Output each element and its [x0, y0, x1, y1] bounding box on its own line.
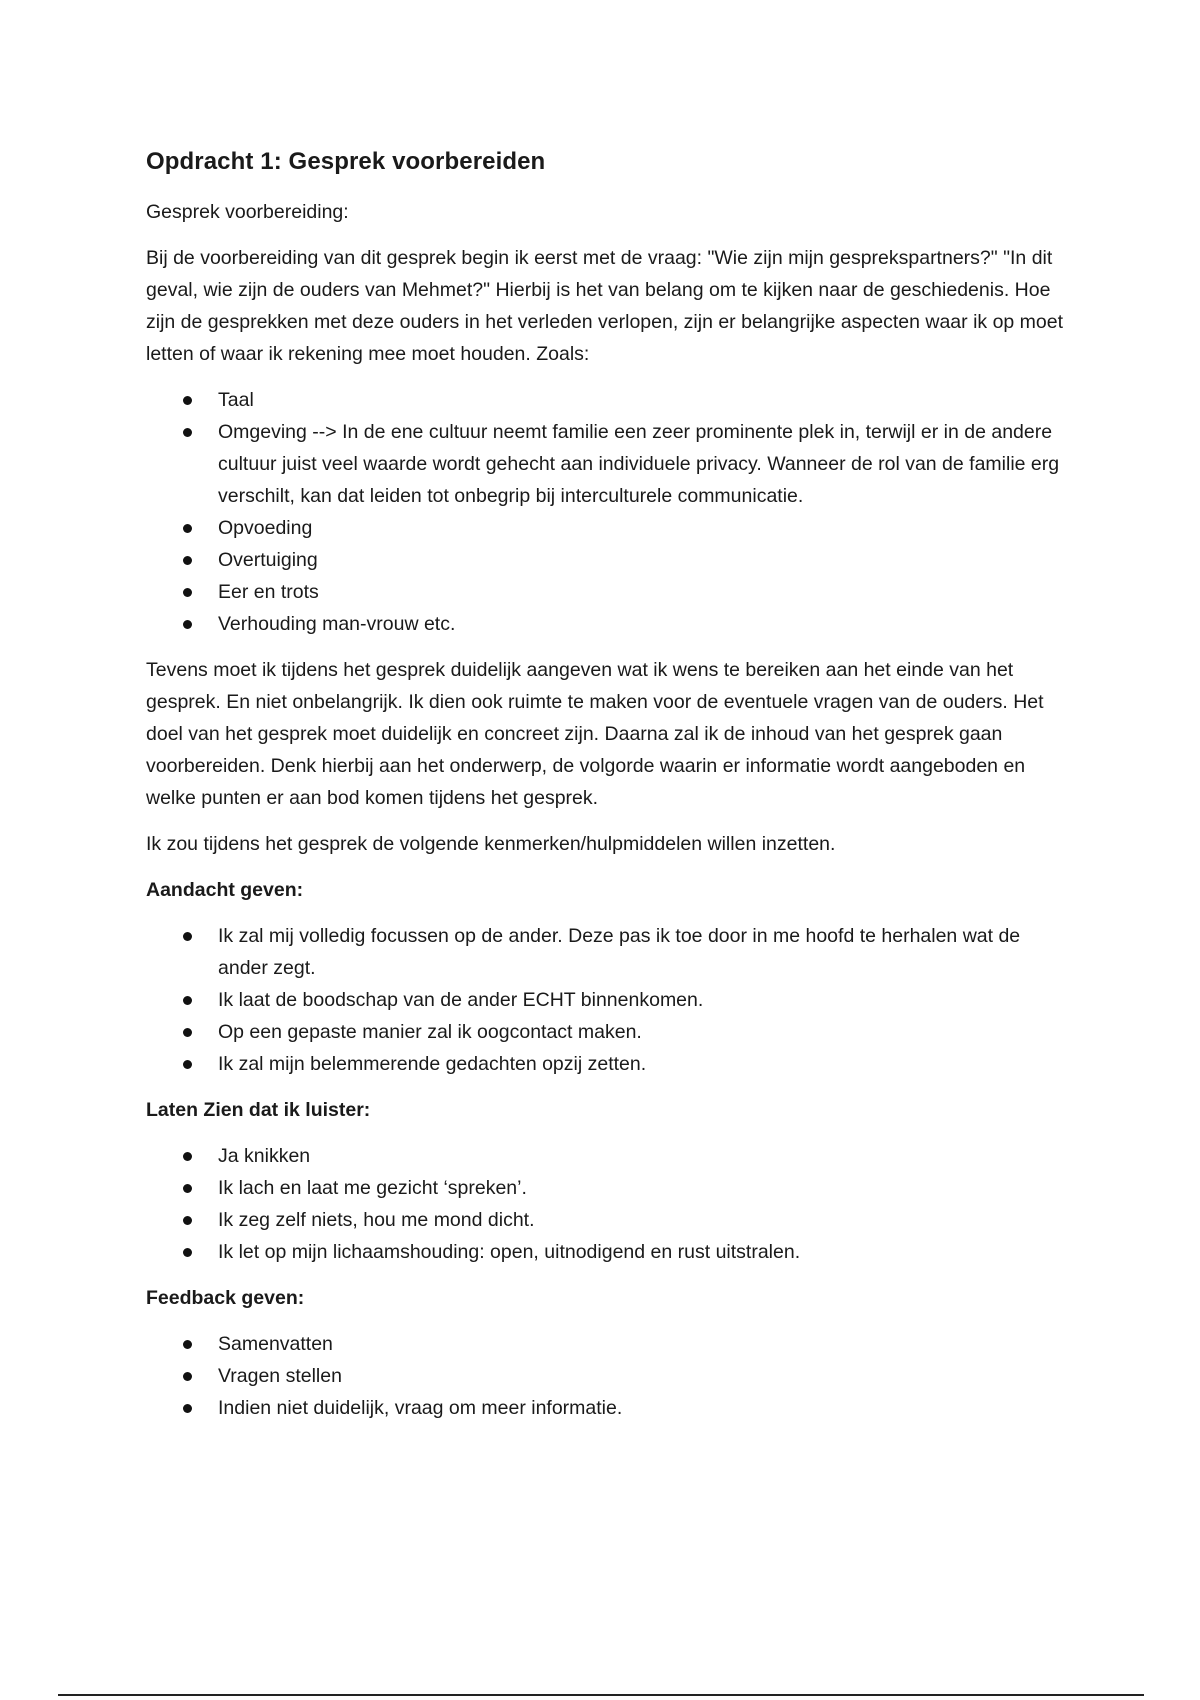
- list-item: Ik zal mij volledig focussen op de ander. Deze pas ik toe door in me hoofd te herhalen wat de ander zegt.: [146, 920, 1066, 984]
- luisteren-list: [146, 1140, 1066, 1268]
- document-body: [146, 140, 1066, 1438]
- subtitle: Gesprek voorbereiding:: [146, 201, 349, 223]
- bullet-icon: [183, 1248, 192, 1257]
- page-title: Opdracht 1: Gesprek voorbereiden: [146, 148, 546, 175]
- list-item: Opvoeding: [146, 512, 1066, 544]
- bullet-icon: [183, 588, 192, 597]
- list-item: Verhouding man-vrouw etc.: [146, 608, 1066, 640]
- list-item: Samenvatten: [146, 1328, 1066, 1360]
- list-item: Ik zal mijn belemmerende gedachten opzij zetten.: [146, 1048, 1066, 1080]
- feedback-list: [146, 1328, 1066, 1424]
- section-heading-feedback: Feedback geven:: [146, 1287, 305, 1309]
- bullet-icon: [183, 428, 192, 437]
- list-item: Ik let op mijn lichaamshouding: open, uitnodigend en rust uitstralen.: [146, 1236, 1066, 1268]
- goal-paragraph: Tevens moet ik tijdens het gesprek duidelijk aangeven wat ik wens te bereiken aan het einde van het gesprek. En niet onbelangrijk. Ik dien ook ruimte te maken voor de eventuele vragen van de ouders. Het doel van het gesprek moet duidelijk en concreet zijn. Daarna zal ik de inhoud van het gesprek gaan voorbereiden. Denk hierbij aan het onderwerp, de volgorde waarin er informatie wordt aangeboden en welke punten er aan bod komen tijdens het gesprek.: [146, 659, 1044, 809]
- bullet-icon: [183, 932, 192, 941]
- bullet-icon: [183, 1340, 192, 1349]
- list-item: Ik zeg zelf niets, hou me mond dicht.: [146, 1204, 1066, 1236]
- tools-paragraph: Ik zou tijdens het gesprek de volgende kenmerken/hulpmiddelen willen inzetten.: [146, 833, 836, 855]
- bullet-icon: [183, 556, 192, 565]
- section-heading-luisteren: Laten Zien dat ik luister:: [146, 1099, 371, 1121]
- bullet-icon: [183, 620, 192, 629]
- list-item: Taal: [146, 384, 1066, 416]
- bullet-icon: [183, 1184, 192, 1193]
- bullet-icon: [183, 524, 192, 533]
- list-item: Ik laat de boodschap van de ander ECHT binnenkomen.: [146, 984, 1066, 1016]
- bullet-icon: [183, 396, 192, 405]
- section-heading-aandacht: Aandacht geven:: [146, 879, 304, 901]
- bullet-icon: [183, 1216, 192, 1225]
- bullet-icon: [183, 1404, 192, 1413]
- intro-paragraph: Bij de voorbereiding van dit gesprek begin ik eerst met de vraag: "Wie zijn mijn gesprekspartners?" "In dit geval, wie zijn de ouders van Mehmet?" Hierbij is het van belang om te kijken naar de geschiedenis. Hoe zijn de gesprekken met deze ouders in het verleden verlopen, zijn er belangrijke aspecten waar ik op moet letten of waar ik rekening mee moet houden. Zoals:: [146, 247, 1064, 365]
- bullet-icon: [183, 1372, 192, 1381]
- list-item: Vragen stellen: [146, 1360, 1066, 1392]
- bullet-icon: [183, 1152, 192, 1161]
- list-item: Eer en trots: [146, 576, 1066, 608]
- bullet-icon: [183, 996, 192, 1005]
- aspects-list: [146, 384, 1066, 640]
- list-item: Ja knikken: [146, 1140, 1066, 1172]
- bottom-divider: [58, 1694, 1144, 1696]
- list-item: Ik lach en laat me gezicht ‘spreken’.: [146, 1172, 1066, 1204]
- bullet-icon: [183, 1060, 192, 1069]
- bullet-icon: [183, 1028, 192, 1037]
- list-item: Overtuiging: [146, 544, 1066, 576]
- list-item: Op een gepaste manier zal ik oogcontact maken.: [146, 1016, 1066, 1048]
- list-item: Indien niet duidelijk, vraag om meer informatie.: [146, 1392, 1066, 1424]
- aandacht-list: [146, 920, 1066, 1080]
- list-item: Omgeving --> In de ene cultuur neemt familie een zeer prominente plek in, terwijl er in de andere cultuur juist veel waarde wordt gehecht aan individuele privacy. Wanneer de rol van de familie erg verschilt, kan dat leiden tot onbegrip bij interculturele communicatie.: [146, 416, 1066, 512]
